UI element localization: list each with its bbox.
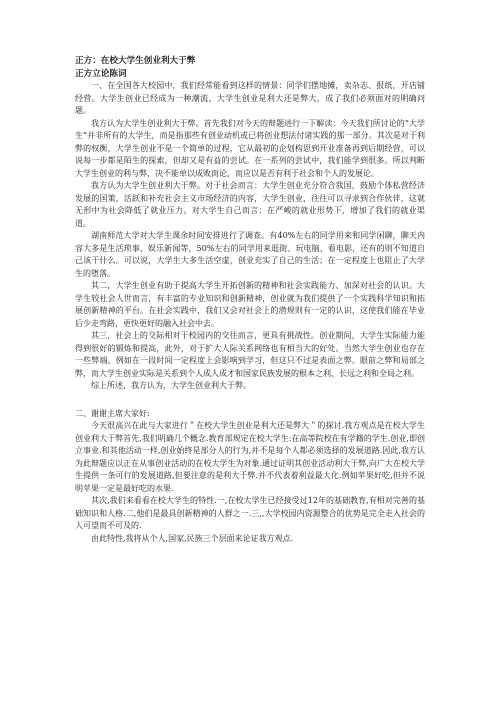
paragraph: 其二，大学生创业有助于提高大学生开拓创新的精神和社会实践能力、加深对社会的认识。大学生较社会人世而言，有丰富的专业知识和创新精神，创业就为我们提供了一个实践科学知识和拓展创新精神的平台。在社会实践中，我们又会对社会上的潜规则有一定的认识，这使我们能在毕业后少走弯路，更快更好的融入社会中去。 [75,281,425,328]
document-page [75,55,425,545]
paragraph: 湖南师范大学对大学生课余时间安排进行了调查。有40%左右的同学用来和同学闲聊，聊天内容大多是生活琐事、娱乐新闻等，50%左右的同学用来逛街、玩电脑、看电影，还有的则不知道自己该干什么。可以说，大学生大多生活空虚，创业充实了自己的生活；在一定程度上也阻止了大学生的堕落。 [75,231,425,278]
document-title: 正方：在校大学生创业利大于弊 [75,56,196,66]
paragraph: 其次,我们来看看在校大学生的特性.一,在校大学生已经接受过12年的基础教育,有相对完善的基础知识和人格.二,他们是最具创新精神的人群之一.三,,大学校园内资源整合的优势是完全走入社会的人可望而不可及的. [75,496,425,530]
paragraph: 今天很高兴在此与大家进行＂在校大学生创业是利大还是弊大＂的探讨.我方观点是在校大学生创业利大于弊首先,我们明确几个概念.教育部规定在校大学生:在高等院校在有学籍的学生.创业,即创立事业.和其他活动一样,创业始终是部分人的行为,并不是每个人都必须选择的发展道路.因此,我方认为此辩题应以正在从事创业活动的在校大学生为对象.通过证明其创业活动利大于弊,向广大在校大学生提供一条可行的发展道路,但要注意的是利大于弊.并不代表着利益最大化.例如苹果好吃,但并不说明苹果一定是最好吃的水果. [75,421,425,493]
document-subtitle: 正方立论陈词 [75,68,127,79]
paragraph: 综上所述，我方认为，大学生创业利大于弊。 [91,381,251,390]
paragraph: 我方认为大学生创业利大于弊。对于社会而言：大学生创业充分符合我国，鼓励个体私营经济发展的国策，活跃和补充社会主义市场经济的内容，大学生创业，往往可以寻求到合作伙伴，这就无形中为社会降低了就业压力。对大学生自己而言：在严峻的就业形势下，增加了我们的就业渠道。 [75,181,425,228]
section-spacer [75,393,425,401]
paragraph: 其三，社会上的交际相对于校园内的交往而言，更具有挑战性。创业期间，大学生实际能力能得到很好的锻炼和提高，此外，对于扩大人际关系网络也有相当大的好处。当然大学生创业也存在一些弊端，例如在一段时间一定程度上会影响到学习，但这只不过是表面之弊。眼前之弊和局部之弊，而大学生创业实际是关系到个人成人成才和国家民族发展的根本之利、长远之利和全局之利。 [75,331,425,378]
paragraph: 由此特性,我将从个人,国家,民族三个层面来论证我方观点. [91,533,294,543]
section-heading: 二、谢谢主席大家好: [75,408,150,418]
paragraph: 一、在全国各大校园中，我们经常能看到这样的情景：同学们摆地摊，卖杂志、报纸，开店铺经营。大学生创业已经成为一种潮流，大学生创业是利大还是弊大，成了我们必须面对的明确问题。 [75,81,425,115]
paragraph: 我方认为大学生创业利大于弊。首先我们对今天的辩题进行一下解读：今天我们所讨论的“大学生”并非所有的大学生，而是指那些有创业动机或已将创业想法付诸实践的那一部分。其次是对于利弊的权衡，大学生创业不是一个简单的过程，它从最初的企划构思到开业准备再到后期经营，可以说每一步都是陌生的探索，但却又是有益的尝试。在一系列的尝试中，我们能学到很多。所以判断大学生创业的利与弊，决不能单以成败而论，而应以是否有利于社会和个人的发展论。 [75,118,425,178]
